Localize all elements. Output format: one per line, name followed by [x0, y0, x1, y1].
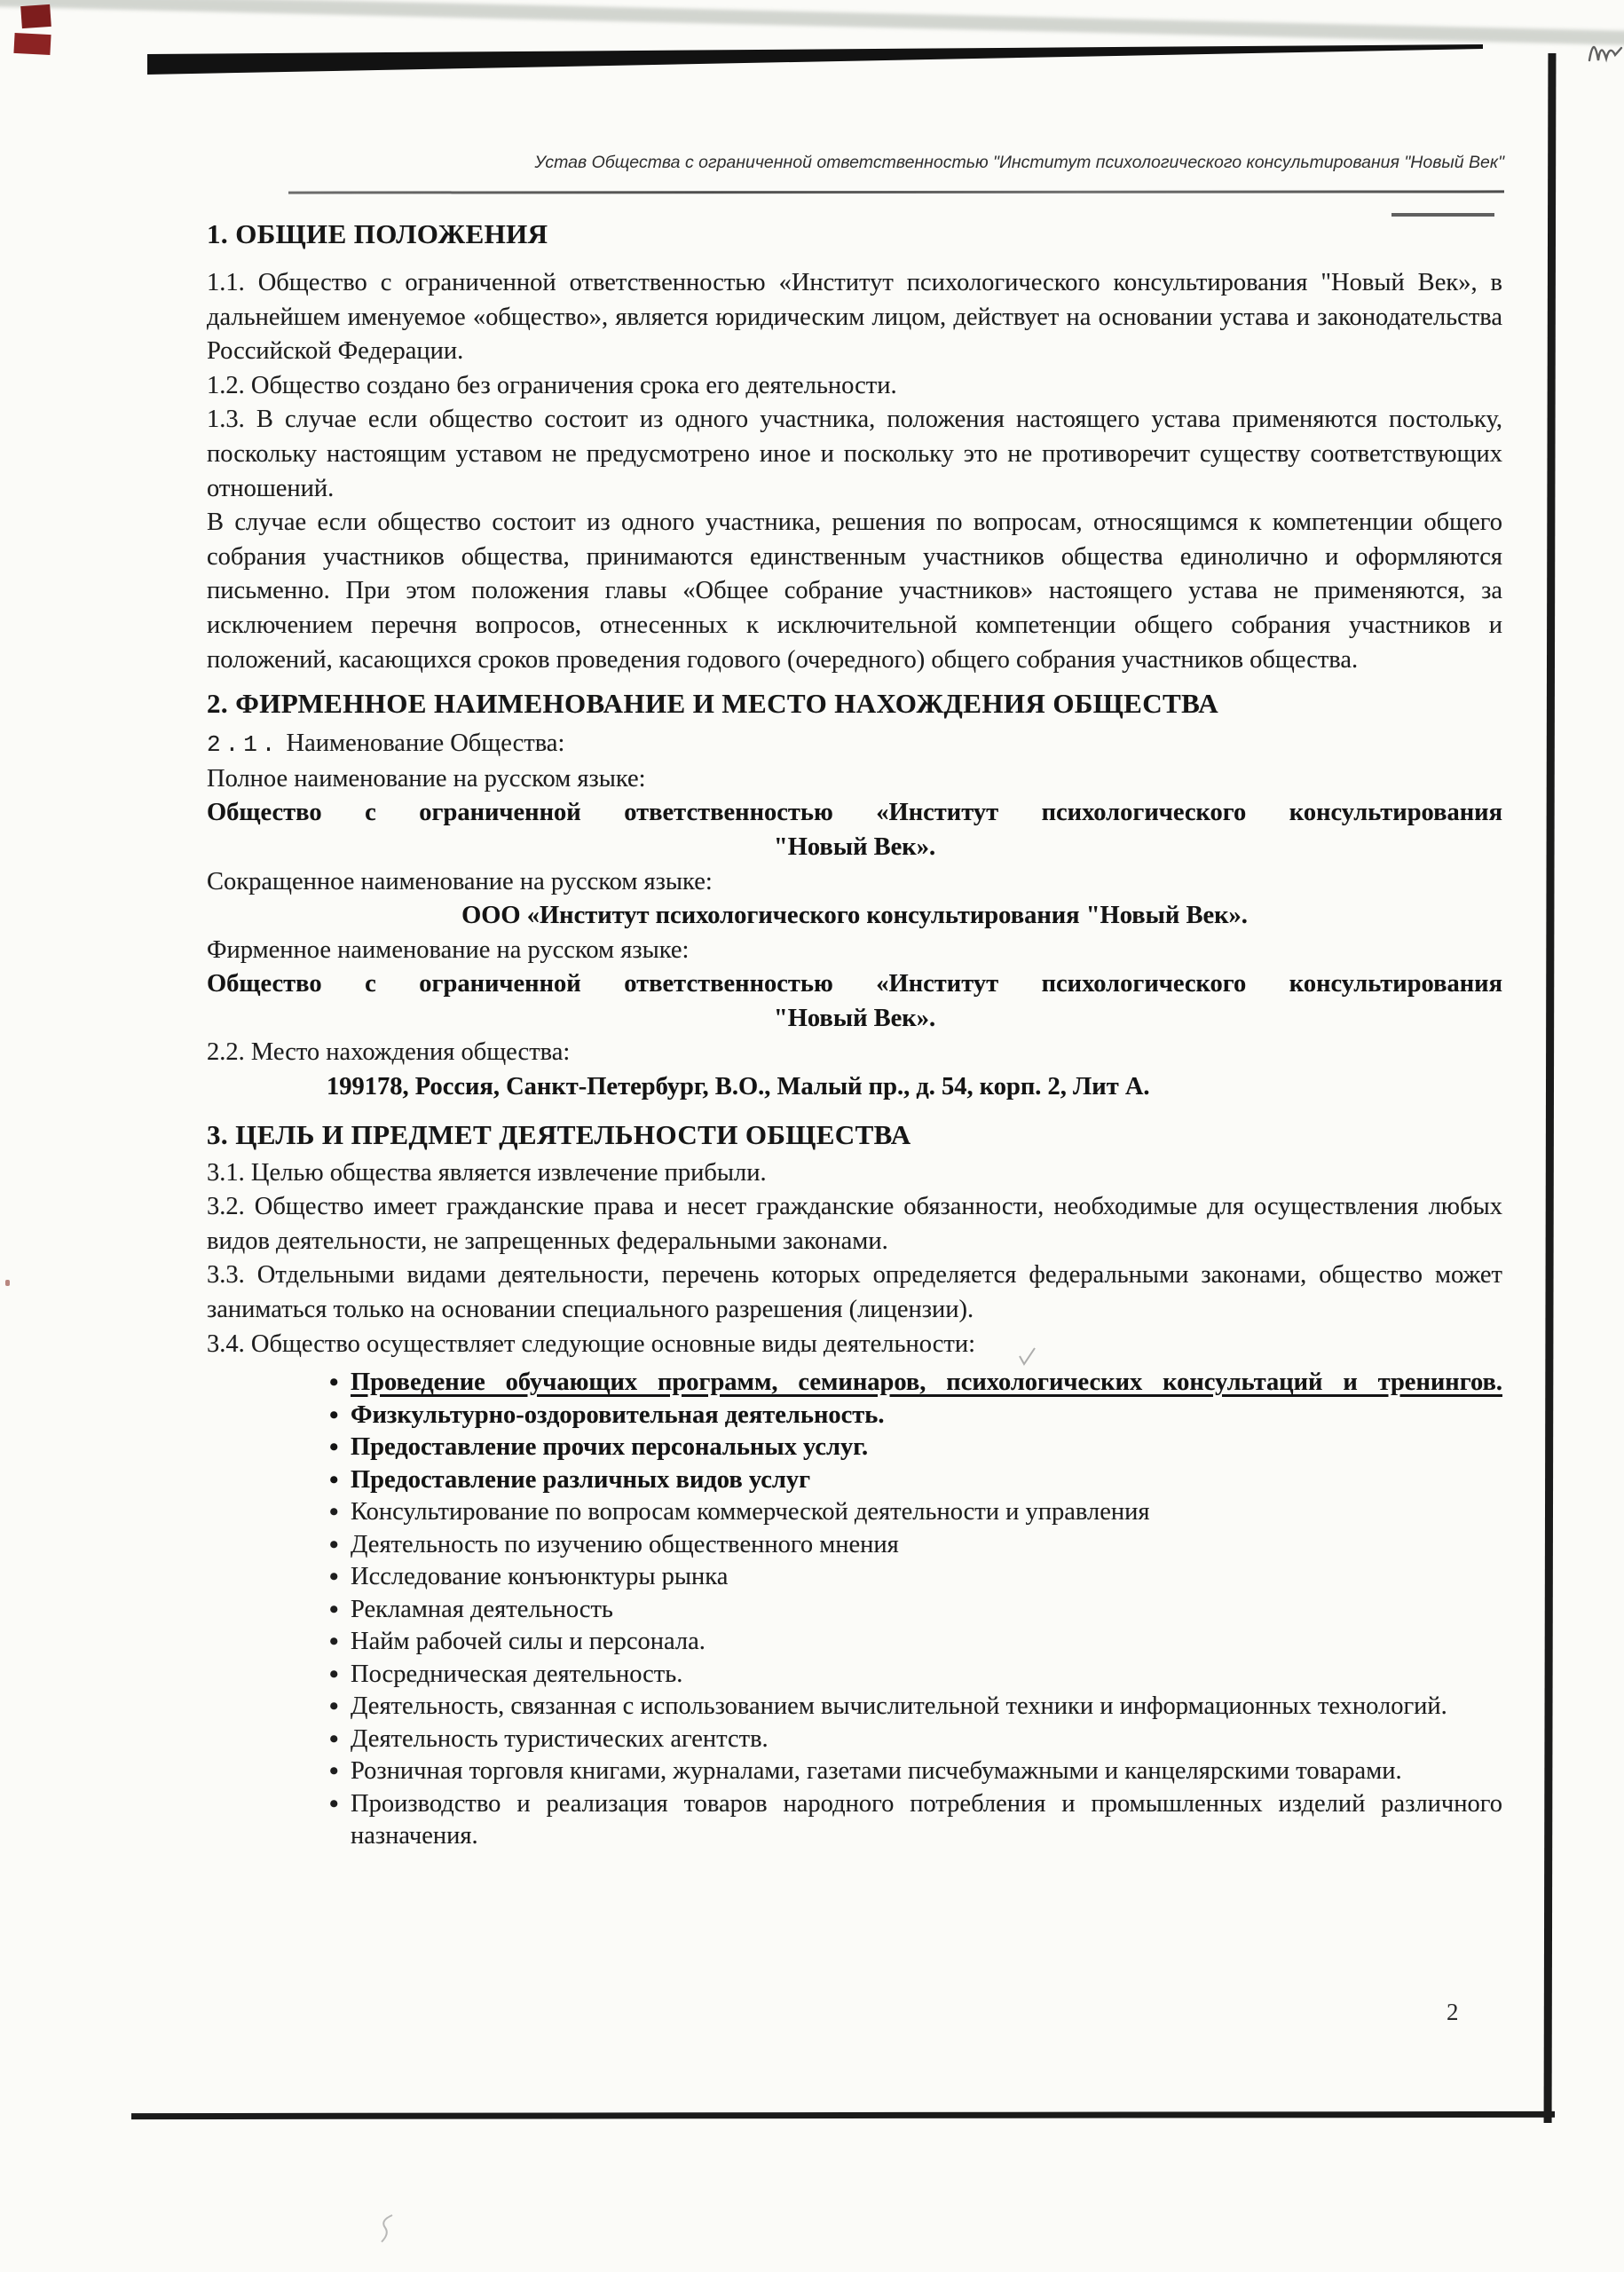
- activity-item: • Предоставление прочих персональных услуг.: [329, 1432, 1502, 1464]
- activity-item: • Деятельность, связанная с использованием вычислительной техники и информационных технологий.: [329, 1691, 1502, 1724]
- clause-2-1-text: Наименование Общества:: [286, 730, 565, 758]
- full-name-line1: Общество с ограниченной ответственностью «Институт психологического консультирования: [207, 799, 1502, 827]
- activity-item: • Физкультурно-оздоровительная деятельность.: [329, 1400, 1502, 1432]
- clause-1-3-continued: В случае если общество состоит из одного участника, решения по вопросам, относящимся к компетенции общего собрания участников общества, принимаются единственным участников общества единолично и оформляются письменно. При этом положения главы «Общее собрание участников» настоящего устава не применяются, за исключением перечня вопросов, отнесенных к исключительной компетенции общего собрания участников и положений, касающихся сроков проведения годового (очередного) общего собрания участников общества.: [207, 509, 1502, 674]
- clause-1-3: 1.3. В случае если общество состоит из одного участника, положения настоящего устава применяются постольку, поскольку настоящим уставом не предусмотрено иное и поскольку это не противоречит существу соответствующих отношений.: [207, 406, 1502, 502]
- red-ink-mark-icon: [13, 33, 51, 55]
- section-2-heading: 2. ФИРМЕННОЕ НАИМЕНОВАНИЕ И МЕСТО НАХОЖДЕНИЯ ОБЩЕСТВА: [207, 688, 1219, 720]
- page-edge-right: [1544, 53, 1557, 2123]
- activity-item: • Рекламная деятельность: [329, 1594, 1502, 1627]
- full-name-line2: "Новый Век».: [773, 832, 936, 861]
- brand-name-line2: "Новый Век».: [773, 1004, 936, 1032]
- pencil-smudge-icon: [373, 2212, 405, 2247]
- activity-item: • Проведение обучающих программ, семинаров, психологических консультаций и тренингов.: [329, 1367, 1502, 1400]
- company-address: 199178, Россия, Санкт-Петербург, В.О., Малый пр., д. 54, корп. 2, Лит А.: [327, 1073, 1150, 1101]
- activities-list: [329, 1367, 1502, 1853]
- full-name-label: Полное наименование на русском языке:: [207, 764, 646, 793]
- page-edge-bottom: [131, 2111, 1555, 2119]
- activity-item: • Розничная торговля книгами, журналами, газетами писчебумажными и канцелярскими товарами.: [329, 1755, 1502, 1788]
- clause-3-1: 3.1. Целью общества является извлечение прибыли.: [207, 1158, 767, 1187]
- section-3-heading: 3. ЦЕЛЬ И ПРЕДМЕТ ДЕЯТЕЛЬНОСТИ ОБЩЕСТВА: [207, 1118, 911, 1150]
- running-header-title: Устав Общества с ограниченной ответственностью "Институт психологического консультирования "Новый Век": [534, 153, 1504, 172]
- clause-1-2: 1.2. Общество создано без ограничения срока его деятельности.: [207, 371, 897, 399]
- clause-3-4: 3.4. Общество осуществляет следующие основные виды деятельности:: [207, 1329, 975, 1358]
- clause-3-2: 3.2. Общество имеет гражданские права и несет гражданские обязанности, необходимые для осуществления любых видов деятельности, не запрещенных федеральными законами.: [207, 1193, 1502, 1255]
- activity-item: • Производство и реализация товаров народного потребления и промышленных изделий различного назначения.: [329, 1788, 1502, 1853]
- short-name-label: Сокращенное наименование на русском языке:: [207, 867, 713, 895]
- document-body: [207, 217, 1502, 1853]
- clause-2-2: 2.2. Место нахождения общества:: [207, 1038, 571, 1067]
- clause-3-3: 3.3. Отдельными видами деятельности, перечень которых определяется федеральными законами, общество может заниматься только на основании специального разрешения (лицензии).: [207, 1261, 1502, 1324]
- clause-2-1-number: 2.1.: [207, 731, 280, 759]
- brand-name-line1: Общество с ограниченной ответственностью «Институт психологического консультирования: [207, 970, 1502, 998]
- header-rule: [288, 190, 1504, 193]
- section-1-heading: 1. ОБЩИЕ ПОЛОЖЕНИЯ: [207, 218, 548, 249]
- clause-2-1: [207, 727, 1502, 762]
- scan-black-bar-artifact: [147, 43, 1487, 78]
- page-number: 2: [1447, 1999, 1459, 2025]
- short-name: ООО «Институт психологического консультирования "Новый Век».: [461, 902, 1248, 930]
- activity-item: • Найм рабочей силы и персонала.: [329, 1626, 1502, 1659]
- ink-speck: [5, 1280, 10, 1286]
- brand-name-label: Фирменное наименование на русском языке:: [207, 935, 690, 964]
- activity-item: • Предоставление различных видов услуг: [329, 1464, 1502, 1497]
- clause-1-1: 1.1. Общество с ограниченной ответственностью «Институт психологического консультирования "Новый Век», в дальнейшем именуемое «общество», является юридическим лицом, действует на основании устава и законодательства Российской Федерации.: [207, 269, 1502, 366]
- activity-item: • Деятельность по изучению общественного мнения: [329, 1529, 1502, 1562]
- activity-item: • Деятельность туристических агентств.: [329, 1724, 1502, 1756]
- red-ink-mark-icon: [20, 4, 51, 28]
- scanner-edge-shadow: [0, 0, 1624, 47]
- pen-squiggle-icon: [1587, 30, 1624, 71]
- activity-item: • Исследование конъюнктуры рынка: [329, 1561, 1502, 1594]
- activity-item: • Консультирование по вопросам коммерческой деятельности и управления: [329, 1496, 1502, 1529]
- activity-item: • Посредническая деятельность.: [329, 1659, 1502, 1692]
